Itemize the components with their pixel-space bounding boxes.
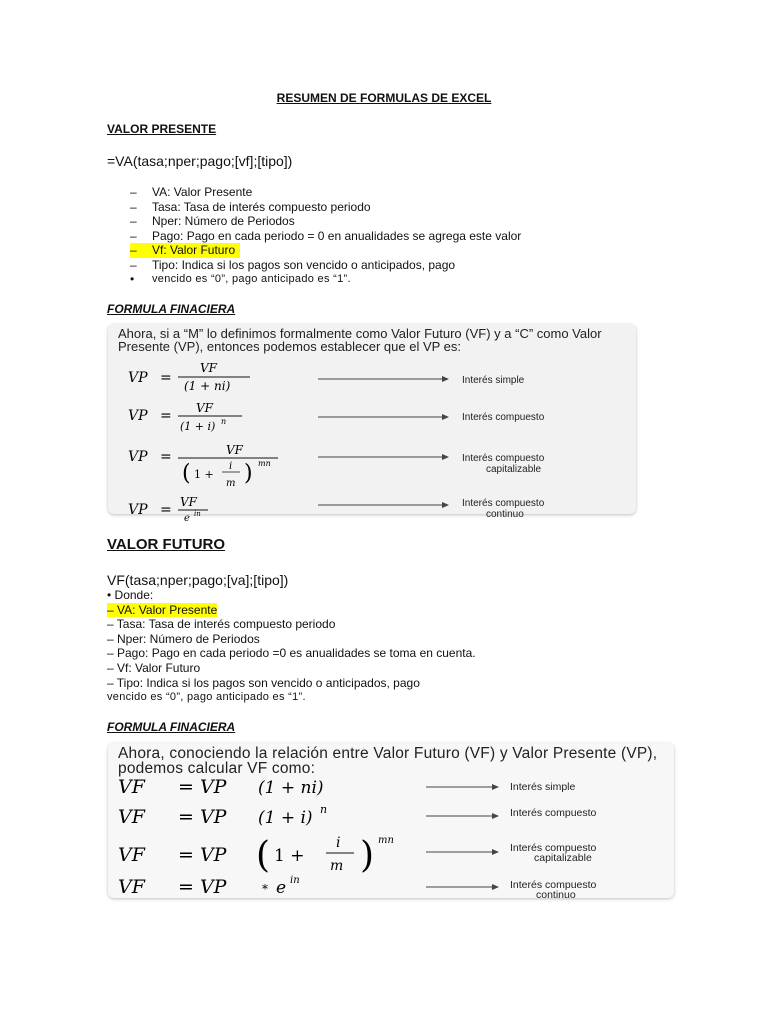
svg-text:= VP: = VP <box>178 776 227 798</box>
svg-text:i: i <box>229 461 233 472</box>
label-interes-compuesto: Interés compuesto <box>510 807 597 819</box>
label-interes-simple: Interés simple <box>462 375 525 386</box>
label-capitalizable: capitalizable <box>534 852 592 864</box>
list-item: vencido es “0”, pago anticipado es “1”. <box>107 691 306 704</box>
list-item: • vencido es “0”, pago anticipado es “1”. <box>130 272 351 286</box>
vf-compound-formula <box>118 803 327 828</box>
svg-text:): ) <box>360 835 375 876</box>
svg-text:=: = <box>160 370 172 386</box>
list-item: – VA: Valor Presente <box>130 185 253 199</box>
svg-text:VP: VP <box>128 408 148 424</box>
svg-text:(: ( <box>182 461 191 486</box>
svg-text:=: = <box>160 502 172 518</box>
svg-text:m: m <box>330 858 344 874</box>
svg-text:VP: VP <box>128 449 148 465</box>
label-continuo: continuo <box>486 509 524 520</box>
svg-text:VF: VF <box>118 844 145 866</box>
vf-formula-panel <box>108 743 674 901</box>
svg-text:(1 + i): (1 + i) <box>180 420 216 433</box>
svg-text:= VP: = VP <box>178 844 227 866</box>
list-item: – Pago: Pago en cada periodo =0 es anualidades se toma en cuenta. <box>107 646 476 661</box>
svg-text:mn: mn <box>378 835 394 846</box>
svg-text:n: n <box>320 803 328 816</box>
svg-text:i: i <box>336 835 341 851</box>
svg-text:(: ( <box>256 835 271 876</box>
vf-capitalizable-formula <box>118 835 394 876</box>
list-item: – Pago: Pago en cada periodo = 0 en anualidades se agrega este valor <box>130 228 522 243</box>
list-item: – Tasa: Tasa de interés compuesto periodo <box>130 199 371 214</box>
label-interes-compuesto: Interés compuesto <box>510 879 597 891</box>
va-argument-list <box>130 185 521 287</box>
list-item: – Tasa: Tasa de interés compuesto periodo <box>107 617 336 632</box>
vp-capitalizable-formula <box>128 443 278 489</box>
valor-futuro-heading: VALOR FUTURO <box>107 536 226 553</box>
svg-text:*: * <box>262 882 268 896</box>
vp-continuous-formula <box>128 495 208 524</box>
vf-panel-intro: Ahora, conociendo la relación entre Valor Futuro (VF) y Valor Presente (VP), podemos calcular VF como: <box>118 745 658 777</box>
label-interes-compuesto: Interés compuesto <box>462 453 545 464</box>
svg-text:= VP: = VP <box>178 806 227 828</box>
svg-text:VF: VF <box>196 401 213 415</box>
svg-text:(1 + i): (1 + i) <box>258 808 313 828</box>
vp-compound-formula <box>128 401 242 433</box>
vp-formula-panel <box>108 324 636 524</box>
svg-text:VF: VF <box>118 776 145 798</box>
vf-simple-formula <box>118 776 324 798</box>
va-syntax: =VA(tasa;nper;pago;[vf];[tipo]) <box>107 153 293 169</box>
label-interes-compuesto: Interés compuesto <box>510 842 597 854</box>
svg-text:=: = <box>160 408 172 424</box>
vf-formulas-figure <box>108 743 674 901</box>
svg-text:=: = <box>160 449 172 465</box>
svg-text:VF: VF <box>118 876 145 898</box>
svg-text:VF: VF <box>180 495 197 509</box>
vp-panel-intro: Ahora, si a “M” lo definimos formalmente como Valor Futuro (VF) y a “C” como Valor Presente (VP), entonces podemos establecer que el VP es: <box>118 326 602 354</box>
list-item: – Tipo: Indica si los pagos son vencido o anticipados, pago <box>130 257 456 272</box>
svg-text:1 +: 1 + <box>194 468 214 481</box>
formula-financiera-heading-1: FORMULA FINACIERA <box>107 302 236 316</box>
vp-formulas-figure <box>108 324 636 524</box>
vp-simple-formula <box>128 361 250 393</box>
svg-text:VF: VF <box>226 443 243 457</box>
vf-syntax: VF(tasa;nper;pago;[va];[tipo]) <box>107 572 289 588</box>
list-item: – Nper: Número de Periodos <box>107 631 260 646</box>
page-title: RESUMEN DE FORMULAS DE EXCEL <box>276 91 492 105</box>
svg-text:in: in <box>290 875 300 886</box>
svg-text:in: in <box>194 510 201 518</box>
svg-text:e: e <box>184 513 190 524</box>
svg-text:VF: VF <box>200 361 217 375</box>
label-interes-compuesto: Interés compuesto <box>462 412 545 423</box>
svg-text:VF: VF <box>118 806 145 828</box>
svg-text:): ) <box>244 461 253 486</box>
vf-argument-list <box>107 588 476 705</box>
label-interes-compuesto: Interés compuesto <box>462 498 545 509</box>
list-item-highlighted: – Vf: Valor Futuro <box>130 243 240 258</box>
list-item: – Vf: Valor Futuro <box>107 660 201 675</box>
svg-text:(1 + ni): (1 + ni) <box>258 778 324 798</box>
svg-text:n: n <box>221 417 227 426</box>
vf-continuous-formula <box>118 875 300 898</box>
svg-text:VP: VP <box>128 370 148 386</box>
svg-text:1 +: 1 + <box>274 846 305 866</box>
label-interes-simple: Interés simple <box>510 781 576 793</box>
svg-text:(1 + ni): (1 + ni) <box>184 379 231 393</box>
valor-presente-heading: VALOR PRESENTE <box>107 122 217 136</box>
svg-text:e: e <box>276 878 287 898</box>
list-item-highlighted: – VA: Valor Presente <box>107 602 218 617</box>
formula-financiera-heading-2: FORMULA FINACIERA <box>107 720 236 734</box>
svg-text:= VP: = VP <box>178 876 227 898</box>
svg-text:m: m <box>226 478 236 489</box>
label-capitalizable: capitalizable <box>486 464 542 475</box>
list-item: – Tipo: Indica si los pagos son vencido o anticipados, pago <box>107 675 420 690</box>
svg-text:mn: mn <box>258 459 271 468</box>
label-continuo: continuo <box>536 889 576 901</box>
list-item: – Nper: Número de Periodos <box>130 214 295 228</box>
svg-text:VP: VP <box>128 502 148 518</box>
list-item: • Donde: <box>107 588 154 602</box>
